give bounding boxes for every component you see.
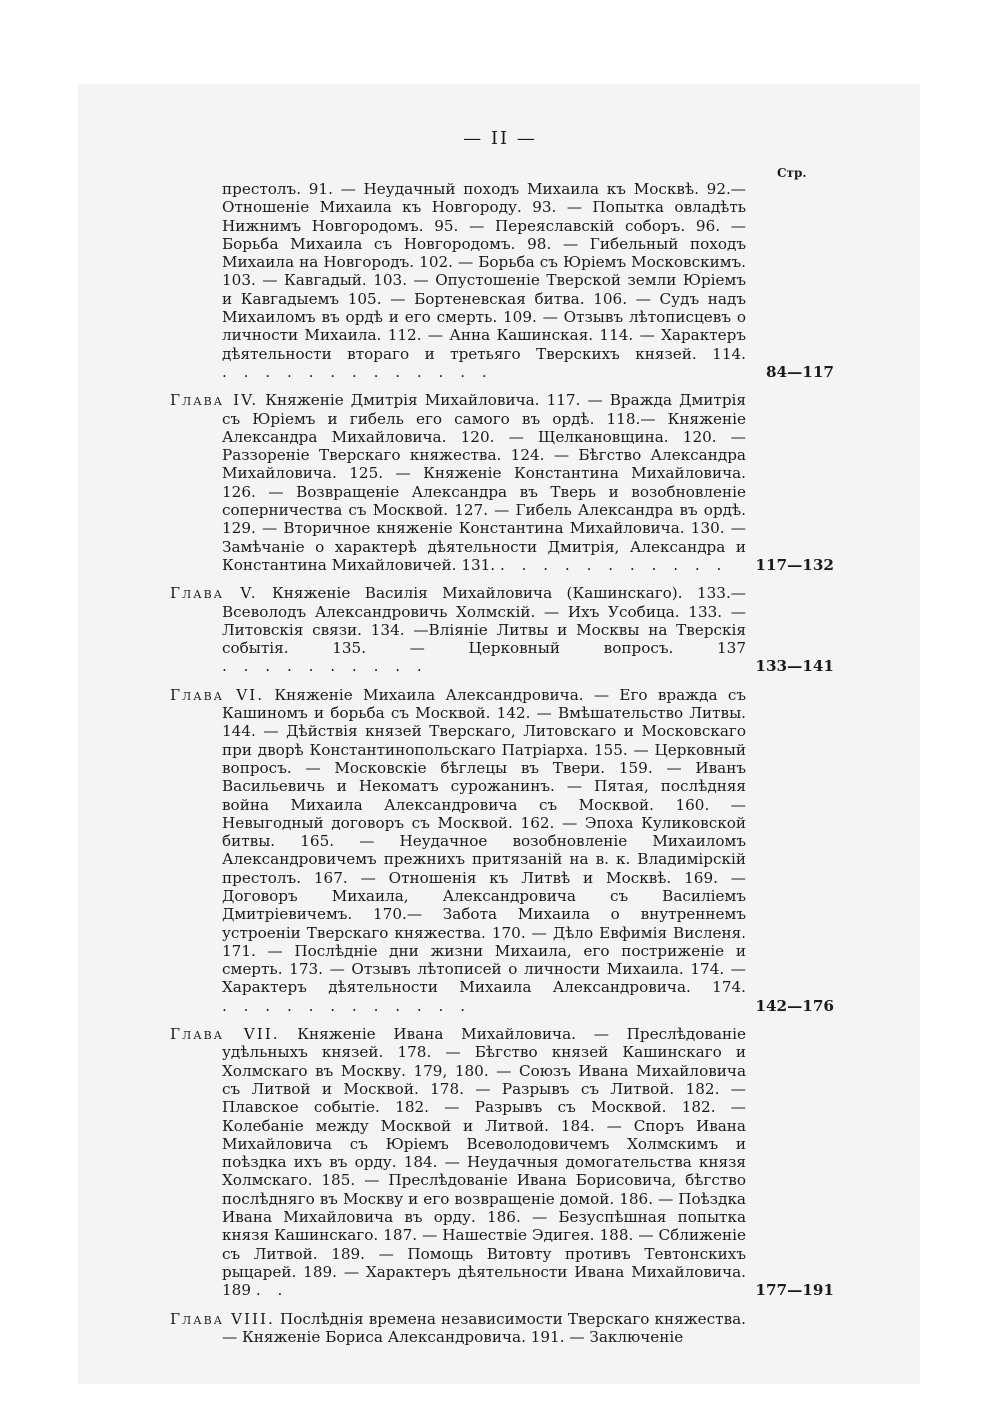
toc-entry — [170, 180, 834, 381]
page-range: 84—117 — [765, 362, 834, 381]
entry-description: Княженіе Михаила Александровича. — Его вражда съ Кашиномъ и борьба съ Москвой. 142. — Вмѣшательство Литвы. 144. — Дѣйствія князей Тверскаго, Литовскаго и Московскаго при дворѣ Константинопольскаго Патріарха. 155. — Церковный вопросъ. — Московскіе бѣглецы въ Твери. 159. — Иванъ Васильевичь и Некоматъ сурожанинъ. — Пятая, послѣдняя война Михаила Александровича съ Москвой. 160. — Невыгодный договоръ съ Москвой. 162. — Эпоха Куликовской битвы. 165. — Неудачное возобновленіе Михаиломъ Александровичемъ прежнихъ притязаній на в. к. Владимірскій престолъ. 167. — Отношенія къ Литвѣ и Москвѣ. 169. — Договоръ Михаила, Александровича съ Василіемъ Дмитріевичемъ. 170.— Забота Михаила о внутреннемъ устроеніи Тверскаго княжества. 170. — Дѣло Евфимія Висленя. 171. — Послѣдніе дни жизни Михаила, его постриженіе и смерть. 173. — Отзывъ лѣтописей о личности Михаила. 174. — Характеръ дѣятельности Михаила Александровича. 174. — [222, 685, 747, 997]
pages-column-label: Стр. — [777, 166, 807, 180]
toc-entry — [170, 1310, 834, 1347]
chapter-label: Глава VII. — [170, 1025, 280, 1044]
leader-dots: . . . . . . . . . . — [222, 657, 428, 676]
chapter-label: Глава V. — [170, 584, 258, 603]
entry-description: Послѣднія времена независимости Тверскаго княжества. — Княженіе Бориса Александровича. 191. — Заключеніе — [222, 1309, 746, 1346]
chapter-label: Глава VIII. — [170, 1309, 275, 1328]
entry-description: Княженіе Ивана Михайловича. — Преслѣдованіе удѣльныхъ князей. 178. — Бѣгство князей Кашинскаго и Холмскаго въ Москву. 179, 180. — Союзъ Ивана Михайловича съ Литвой и Москвой. 178. — Разрывъ съ Литвой. 182. — Плавское событіе. 182. — Разрывъ съ Москвой. 182. — Колебаніе между Москвой и Литвой. 184. — Споръ Ивана Михайловича съ Юріемъ Всеволодовичемъ Холмскимъ и поѣздка ихъ въ орду. 184. — Неудачныя домогательства князя Холмскаго. 185. — Преслѣдованіе Ивана Борисовича, бѣгство послѣдняго въ Москву и его возвращеніе домой. 186. — Поѣздка Ивана Михайловича въ орду. 186. — Безуспѣшная попытка князя Кашинскаго. 187. — Нашествіе Эдигея. 188. — Сближеніе съ Литвой. 189. — Помощь Витовту противъ Тевтонскихъ рыцарей. 189. — Характеръ дѣятельности Ивана Михайловича. 189 — [222, 1025, 746, 1300]
leader-dots: . . . . . . . . . . . — [499, 555, 728, 574]
toc-entry-text — [170, 391, 746, 574]
table-of-contents — [170, 180, 834, 1356]
chapter-label: Глава VI. — [170, 685, 265, 704]
page-range: 142—176 — [755, 996, 834, 1015]
leader-dots: . . — [255, 1281, 289, 1300]
leader-dots: . . . . . . . . . . . . . — [222, 362, 493, 381]
toc-entry — [170, 584, 834, 675]
toc-entry-text — [170, 584, 746, 675]
page-number-header: — II — — [463, 128, 537, 149]
page-range: 117—132 — [755, 555, 834, 574]
entry-description: Княженіе Дмитрія Михайловича. 117. — Вражда Дмитрія съ Юріемъ и гибель его самого въ ордѣ. 118.— Княженіе Александра Михайловича. 120. — Щелкановщина. 120. — Раззореніе Тверскаго княжества. 124. — Бѣгство Александра Михайловича. 125. — Княженіе Константина Михайловича. 126. — Возвращеніе Александра въ Тверь и возобновленіе соперничества съ Москвой. 127. — Гибель Александра въ ордѣ. 129. — Вторичное княженіе Константина Михайловича. 130. — Замѣчаніе о характерѣ дѣятельности Дмитрія, Александра и Константина Михайловичей. 131. — [222, 391, 746, 574]
leader-dots: . . . . . . . . . . . . — [222, 996, 472, 1015]
entry-description: престолъ. 91. — Неудачный походъ Михаила къ Москвѣ. 92.— Отношеніе Михаила къ Новгороду. 93. — Попытка овладѣть Нижнимъ Новгородомъ. 95. — Переяславскій соборъ. 96. — Борьба Михаила съ Новгородомъ. 98. — Гибельный походъ Михаила на Новгородъ. 102. — Борьба съ Юріемъ Московскимъ. 103. — Кавгадый. 103. — Опустошеніе Тверской земли Юріемъ и Кавгадыемъ 105. — Бортеневская битва. 106. — Судъ надъ Михаиломъ въ ордѣ и его смерть. 109. — Отзывъ лѣтописцевъ о личности Михаила. 112. — Анна Кашинская. 114. — Характеръ дѣятельности втораго и третьяго Тверскихъ князей. 114. — [222, 180, 746, 363]
toc-entry-text — [170, 1310, 746, 1347]
toc-entry-text — [170, 686, 746, 1015]
toc-entry-text — [170, 180, 746, 381]
toc-entry — [170, 391, 834, 574]
toc-entry-text — [170, 1025, 746, 1299]
toc-entry — [170, 686, 834, 1015]
entry-description: Княженіе Василія Михайловича (Кашинскаго). 133.— Всеволодъ Александровичь Холмскій. — Ихъ Усобица. 133. — Литовскія связи. 134. —Вліяніе Литвы и Москвы на Тверскія событія. 135. — Церковный вопросъ. 137 — [222, 584, 746, 658]
chapter-label: Глава IV. — [170, 391, 259, 410]
toc-entry — [170, 1025, 834, 1299]
page-range: 133—141 — [755, 657, 834, 676]
page-range: 177—191 — [755, 1281, 834, 1300]
